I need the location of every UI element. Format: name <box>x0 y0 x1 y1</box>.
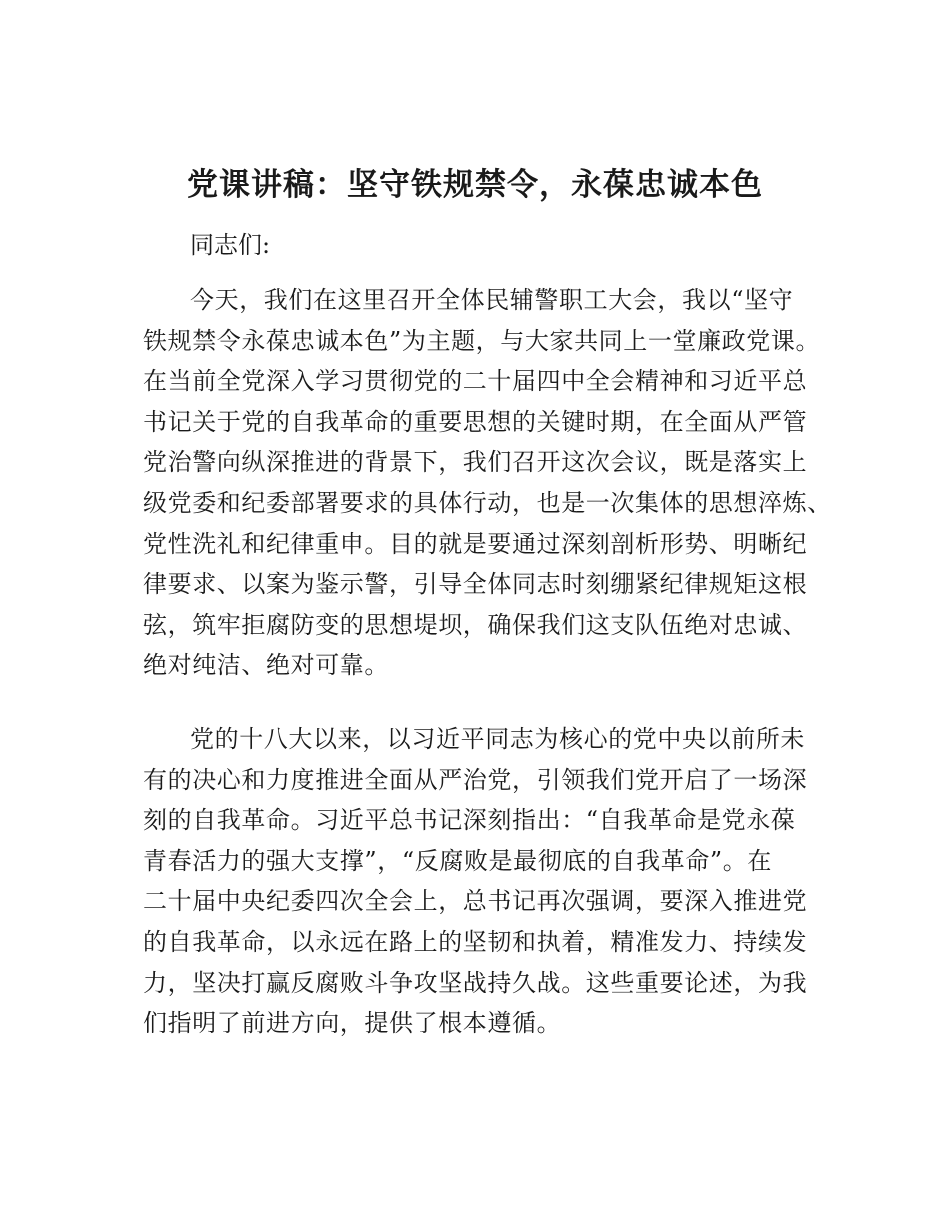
paragraph-line: 绝对纯洁、绝对可靠。 <box>143 651 389 680</box>
paragraph-line: 弦，筑牢拒腐防变的思想堤坝，确保我们这支队伍绝对忠诚、 <box>143 610 808 639</box>
paragraph-line: 书记关于党的自我革命的重要思想的关键时期，在全面从严管 <box>143 407 808 436</box>
paragraph-line: 党性洗礼和纪律重申。目的就是要通过深刻剖析形势、明晰纪 <box>143 529 808 558</box>
paragraph-1 <box>143 280 832 686</box>
paragraph-line: 党的十八大以来，以习近平同志为核心的党中央以前所未 <box>190 725 805 753</box>
paragraph-line: 们指明了前进方向，提供了根本遵循。 <box>143 1009 562 1038</box>
paragraph-line: 有的决心和力度推进全面从严治党，引领我们党开启了一场深 <box>143 765 808 794</box>
document-title: 党课讲稿：坚守铁规禁令，永葆忠诚本色 <box>187 167 763 203</box>
paragraph-line: 级党委和纪委部署要求的具体行动，也是一次集体的思想淬炼、 <box>143 488 832 517</box>
paragraph-line: 力，坚决打赢反腐败斗争攻坚战持久战。这些重要论述，为我 <box>143 968 808 997</box>
paragraph-line: 的自我革命，以永远在路上的坚韧和执着，精准发力、持续发 <box>143 927 808 956</box>
paragraph-line: 二十届中央纪委四次全会上，总书记再次强调，要深入推进党 <box>143 887 808 916</box>
paragraph-line: 在当前全党深入学习贯彻党的二十届四中全会精神和习近平总 <box>143 367 808 396</box>
paragraph-line: 刻的自我革命。习近平总书记深刻指出：“自我革命是党永葆 <box>143 806 796 835</box>
paragraph-line: 党治警向纵深推进的背景下，我们召开这次会议，既是落实上 <box>143 448 808 477</box>
paragraph-2 <box>143 719 823 1044</box>
paragraph-line: 律要求、以案为鉴示警，引导全体同志时刻绷紧纪律规矩这根 <box>143 570 808 599</box>
paragraph-line: 铁规禁令永葆忠诚本色”为主题，与大家共同上一堂廉政党课。 <box>143 326 821 355</box>
paragraph-line: 今天，我们在这里召开全体民辅警职工大会，我以“坚守 <box>190 286 794 314</box>
salutation: 同志们: <box>190 231 271 259</box>
paragraph-line: 青春活力的强大支撑”，“反腐败是最彻底的自我革命”。在 <box>143 846 773 875</box>
